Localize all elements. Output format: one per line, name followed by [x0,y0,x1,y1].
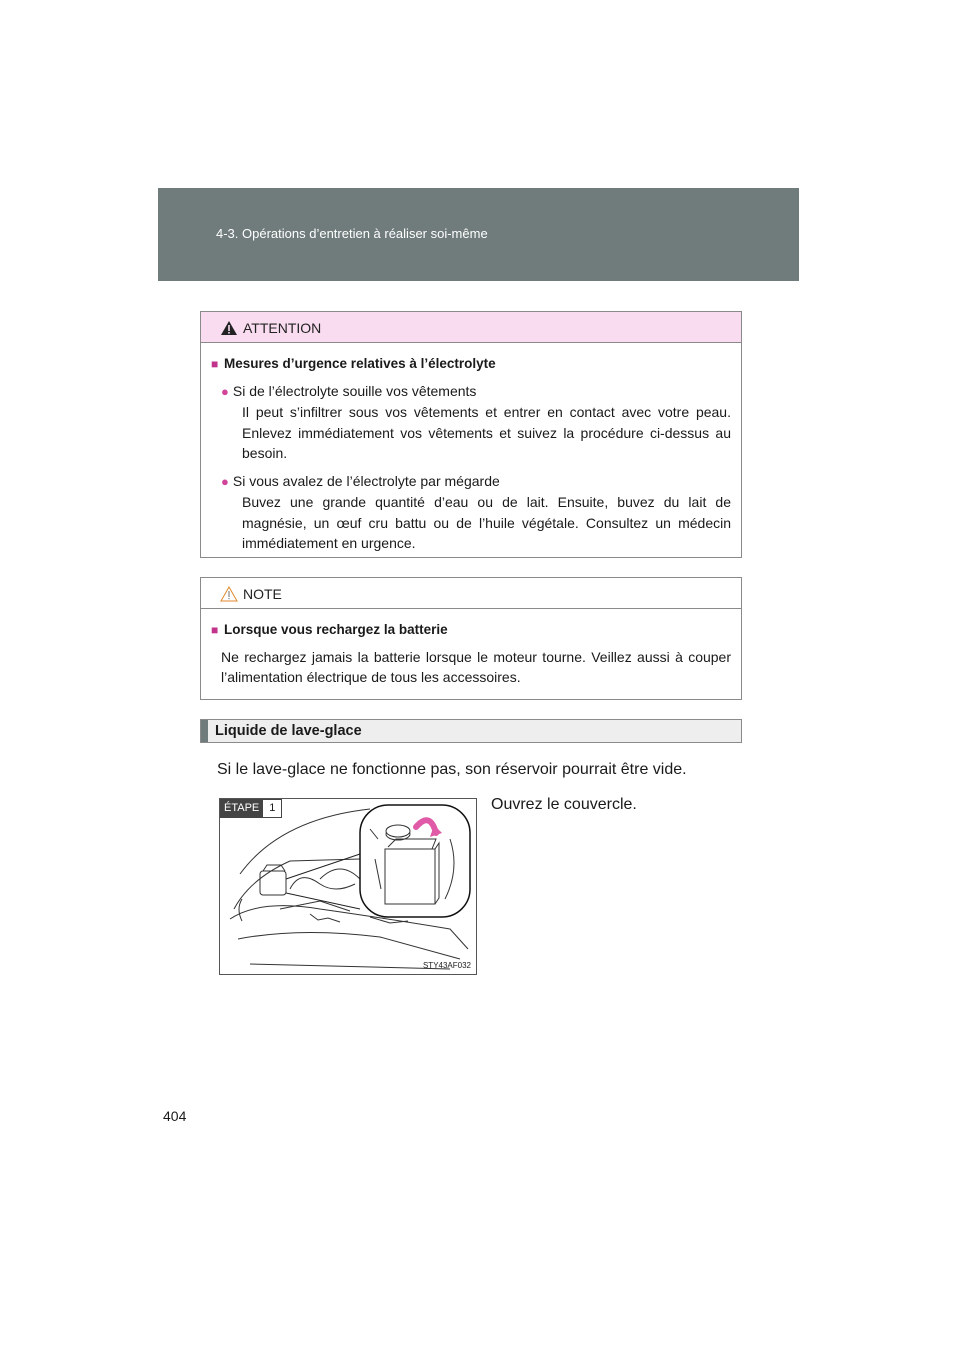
caution-outline-icon [220,586,238,602]
note-box [200,577,742,700]
section-heading [200,719,742,743]
caution-box [200,311,742,558]
section-title: Liquide de lave-glace [215,723,362,739]
note-body [201,609,741,698]
square-marker-icon: ■ [211,623,219,637]
caution-body [201,343,741,571]
bullet-icon: ● [221,383,229,399]
chapter-header [158,188,799,281]
caution-header [201,312,741,343]
caution-item: ● Si de l’électrolyte souille vos vêtements Il peut s’infiltrer sous vos vêtements et entrer en contact avec votre peau. Enlevez immédiatement vos vêtements et suivez la procédure ci-dessus au besoin. [221,382,731,461]
note-text: Ne rechargez jamais la batterie lorsque le moteur tourne. Veillez aussi à couper l’alimentation électrique de tous les accessoires. [221,648,731,685]
step-instruction: Ouvrez le couvercle. [491,796,637,813]
figure-code: STY43AF032 [422,961,471,970]
square-marker-icon: ■ [211,357,219,371]
engine-bay-illustration [220,799,476,974]
note-title: ■ Lorsque vous rechargez la batterie [211,622,448,637]
warning-triangle-icon [220,320,238,336]
section-intro: Si le lave-glace ne fonctionne pas, son réservoir pourrait être vide. [217,761,687,778]
step-figure [219,798,477,975]
page-number: 404 [163,1108,187,1124]
chapter-title: 4-3. Opérations d’entretien à réaliser soi-même [216,226,488,241]
caution-heading: ATTENTION [243,320,322,336]
bullet-icon: ● [221,473,229,489]
note-heading: NOTE [243,586,282,602]
note-header [201,578,741,609]
caution-item: ● Si vous avalez de l’électrolyte par mégarde Buvez une grande quantité d’eau ou de lait. Ensuite, buvez du lait de magnésie, un œuf cru battu ou de l’huile végétale. Consultez un médecin immédiatement en urgence. [221,472,731,551]
step-label: ÉTAPE 1 [220,799,282,818]
caution-title: ■ Mesures d’urgence relatives à l’électrolyte [211,356,496,371]
